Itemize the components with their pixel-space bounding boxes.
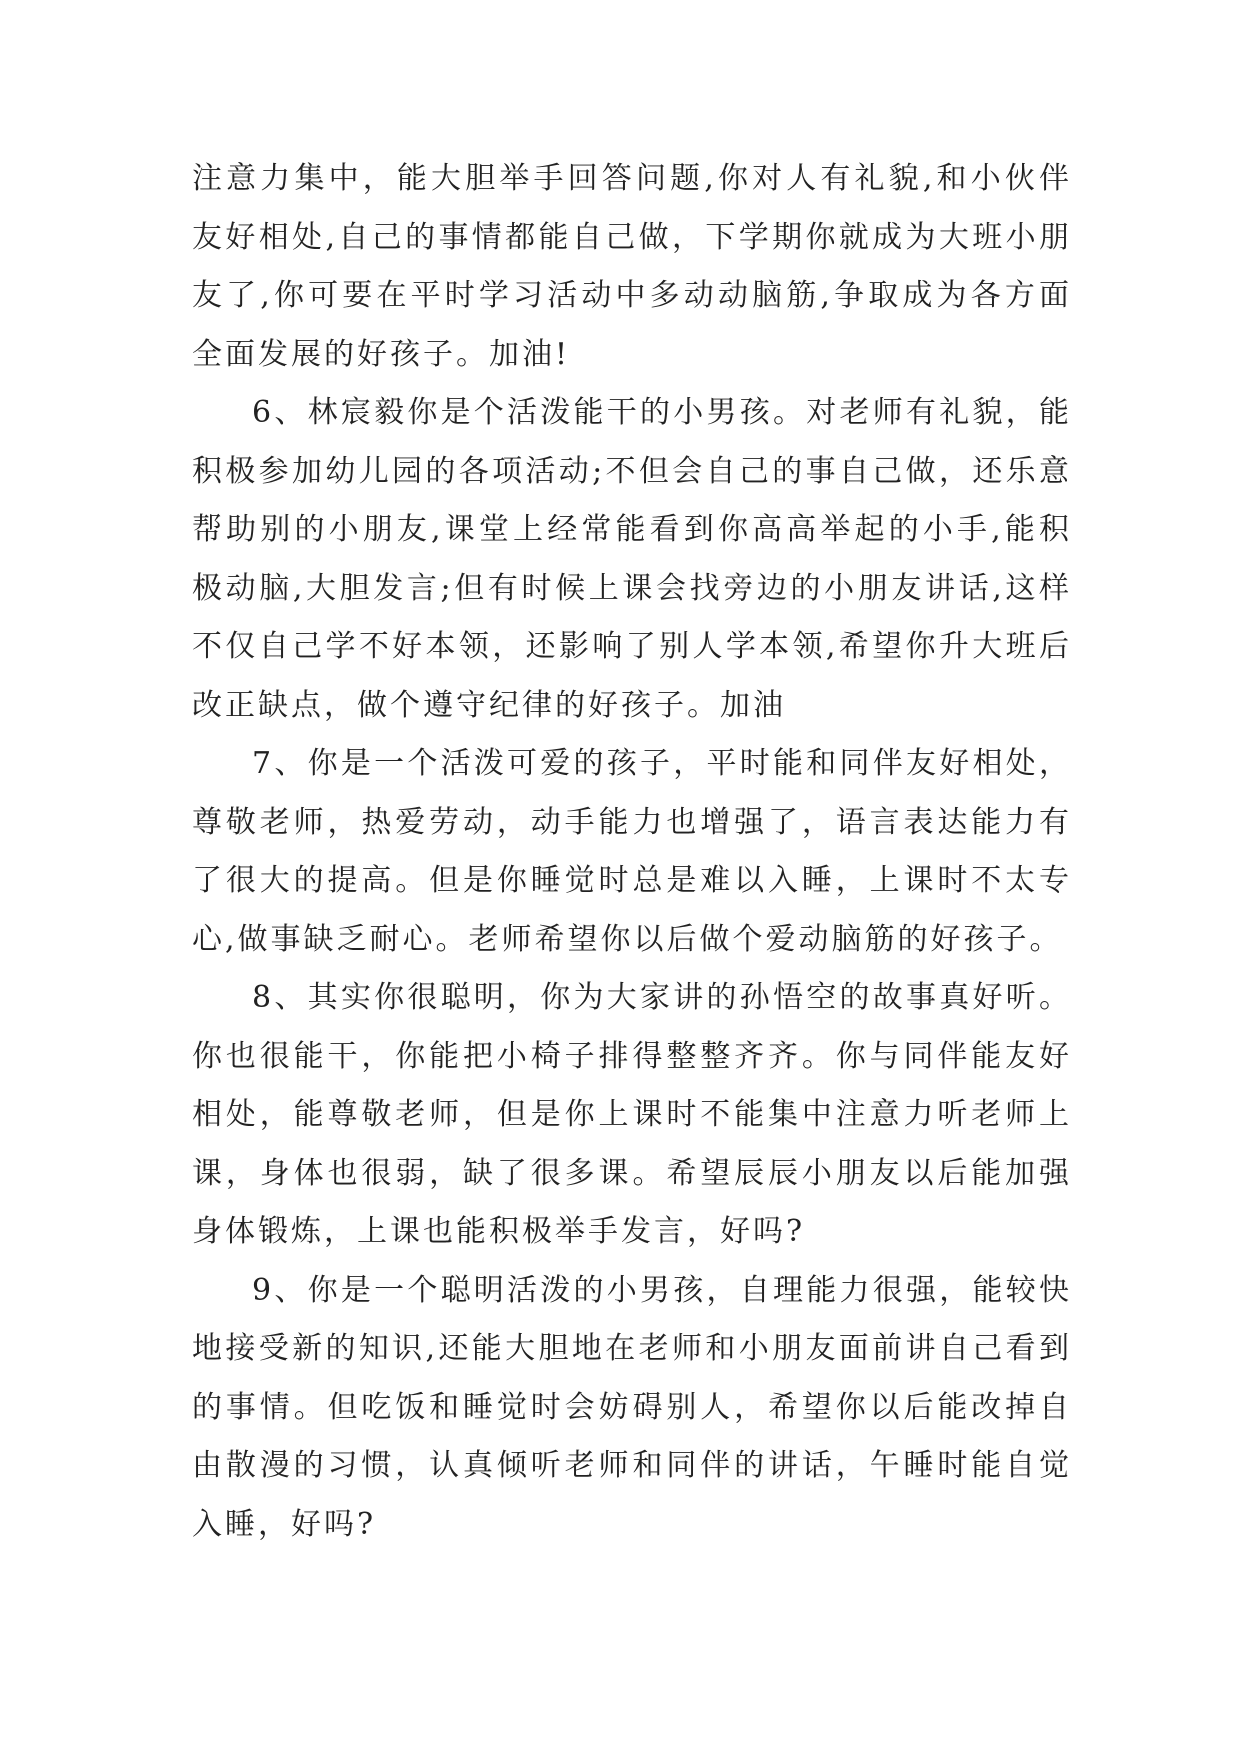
paragraph-item-9: 9、你是一个聪明活泼的小男孩，自理能力很强，能较快地接受新的知识,还能大胆地在老师和小朋友面前讲自己看到的事情。但吃饭和睡觉时会妨碍别人，希望你以后能改掉自由散漫的习惯，认真倾听老师和同伴的讲话，午睡时能自觉入睡，好吗? <box>192 1272 1072 1542</box>
paragraph-item-8: 8、其实你很聪明，你为大家讲的孙悟空的故事真好听。你也很能干，你能把小椅子排得整整齐齐。你与同伴能友好相处，能尊敬老师，但是你上课时不能集中注意力听老师上课，身体也很弱，缺了很多课。希望辰辰小朋友以后能加强身体锻炼，上课也能积极举手发言，好吗? <box>192 980 1072 1249</box>
paragraph-item-7: 7、你是一个活泼可爱的孩子，平时能和同伴友好相处，尊敬老师，热爱劳动，动手能力也增强了，语言表达能力有了很大的提高。但是你睡觉时总是难以入睡，上课时不太专心,做事缺乏耐心。老师希望你以后做个爱动脑筋的好孩子。 <box>192 746 1072 957</box>
paragraph-item-6: 6、林宸毅你是个活泼能干的小男孩。对老师有礼貌，能积极参加幼儿园的各项活动;不但会自己的事自己做，还乐意帮助别的小朋友,课堂上经常能看到你高高举起的小手,能积极动脑,大胆发言;但有时候上课会找旁边的小朋友讲话,这样不仅自己学不好本领，还影响了别人学本领,希望你升大班后改正缺点，做个遵守纪律的好孩子。加油 <box>192 395 1072 723</box>
document-body <box>192 150 1072 1554</box>
paragraph-continuation: 注意力集中，能大胆举手回答问题,你对人有礼貌,和小伙伴友好相处,自己的事情都能自己做，下学期你就成为大班小朋友了,你可要在平时学习活动中多动动脑筋,争取成为各方面全面发展的好孩子。加油! <box>192 161 1072 372</box>
